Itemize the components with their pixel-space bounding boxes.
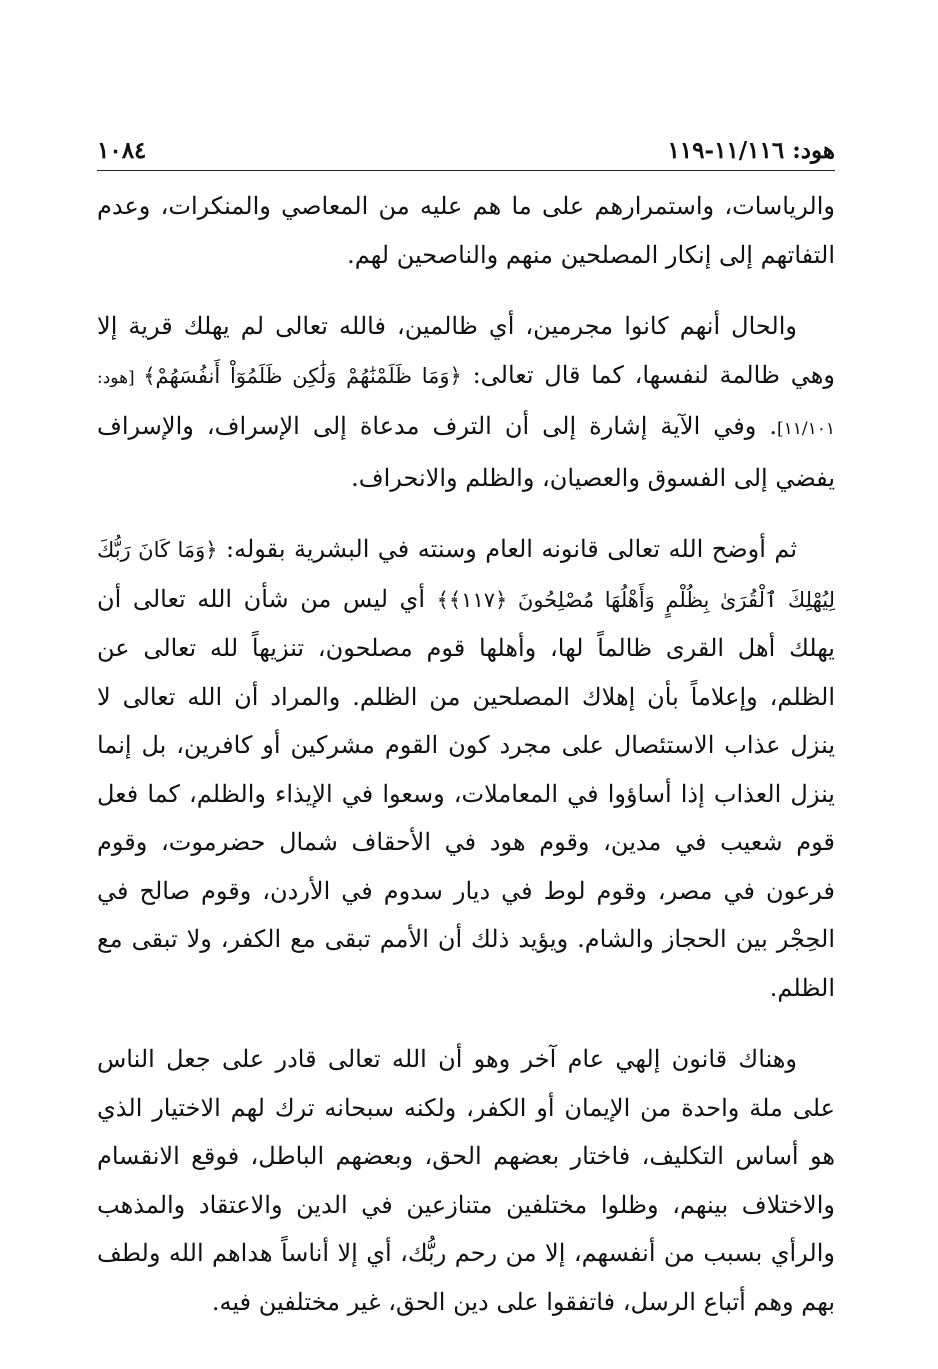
paragraph-1 [97,182,835,279]
paragraph-2 [97,302,835,502]
paragraph-text: ثم أوضح الله تعالى قانونه العام وسنته في البشرية بقوله: [217,535,798,563]
page-header [97,128,835,168]
paragraph-text: أي ليس من شأن الله تعالى أن يهلك أهل القرى ظالماً لها، وأهلها قوم مصلحون، تنزيهاً لله تعالى عن الظلم، وإعلاماً بأن إهلاك المصلحين من الظلم. والمراد أن الله تعالى لا ينزل عذاب الاستئصال على مجرد كون القوم مشركين أو كافرين، بل إنما ينزل العذاب إذا أساؤوا في المعاملات، وسعوا في الإيذاء والظلم، كما فعل قوم شعيب في مدين، وقوم هود في الأحقاف شمال حضرموت، وقوم فرعون في مصر، وقوم لوط في ديار سدوم في الأردن، وقوم صالح في الحِجْر بين الحجاز والشام. ويؤيد ذلك أن الأمم تبقى مع الكفر، ولا تبقى مع الظلم. [97,584,835,1002]
paragraph-4 [97,1035,835,1326]
paragraph-text: والحال أنهم كانوا مجرمين، أي ظالمين، فالله تعالى لم يهلك قرية إلا وهي ظالمة لنفسها، كما قال تعالى: [97,312,836,389]
header-divider [97,170,835,171]
page-number: ١٠٨٤ [97,137,147,164]
quran-verse: ﴿وَمَا كَانَ رَبُّكَ لِيُهْلِكَ ٱلْقُرَىٰ بِظُلْمٍ وَأَهْلُهَا مُصْلِحُونَ ﴿١١٧﴾﴾ [97,538,835,612]
page-body [97,182,835,1349]
paragraph-text: . وفي الآية إشارة إلى أن الترف مدعاة إلى الإسراف، والإسراف يفضي إلى الفسوق والعصيان، والظلم والانحراف. [97,412,835,492]
verse-reference: [هود: ١١/١٠١] [97,367,836,439]
surah-reference: هود: ١١/١١٦-١١٩ [667,137,835,164]
paragraph-text: والرياسات، واستمرارهم على ما هم عليه من المعاصي والمنكرات، وعدم التفاتهم إلى إنكار المصلحين منهم والناصحين لهم. [97,192,835,269]
quran-verse: ﴿وَمَا ظَلَمْنَٰهُمْ وَلَٰكِن ظَلَمُوٓاْ أَنفُسَهُمْ﴾ [143,363,462,388]
paragraph-3 [97,525,835,1012]
paragraph-text: وهناك قانون إلهي عام آخر وهو أن الله تعالى قادر على جعل الناس على ملة واحدة من الإيمان أو الكفر، ولكنه سبحانه ترك لهم الاختيار الذي هو أساس التكليف، فاختار بعضهم الحق، وبعضهم الباطل، فوقع الانقسام والاختلاف بينهم، وظلوا مختلفين متنازعين في الدين والاعتقاد والمذهب والرأي بسبب من أنفسهم، إلا من رحم ربُّك، أي إلا أناساً هداهم الله ولطف بهم وهم أتباع الرسل، فاتفقوا على دين الحق، غير مختلفين فيه. [97,1045,835,1316]
